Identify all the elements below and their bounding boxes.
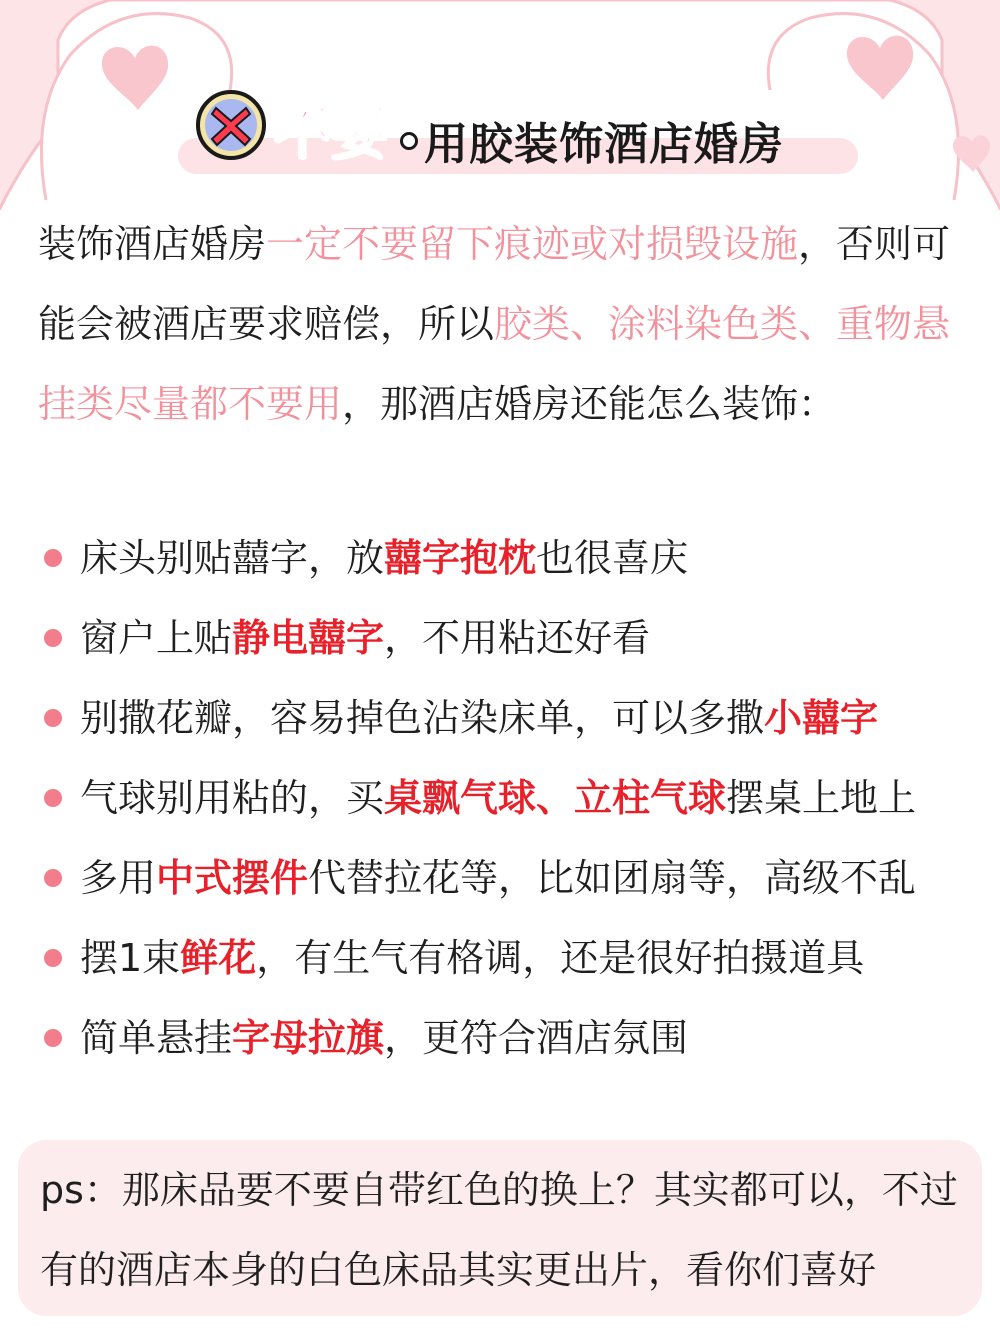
tip-item [40, 518, 980, 598]
bullet-dot-icon [44, 1029, 62, 1047]
tip-text: 代替拉花等，比如团扇等，高级不乱 [308, 856, 917, 900]
bullet-dot-icon [44, 949, 62, 967]
tips-list [40, 518, 980, 1078]
tip-highlight: 囍字抱枕 [384, 536, 537, 580]
tip-highlight: 字母拉旗 [232, 1016, 385, 1060]
bullet-dot-icon [44, 869, 62, 887]
tip-text: 床头别贴囍字，放 [80, 536, 385, 580]
title-separator-dot [400, 132, 418, 150]
intro-emphasis: 一定不要留下痕迹或对损毁设施 [266, 222, 799, 266]
intro-emphasis: 胶类、涂料染色类、重物悬挂类尽量都不要用 [38, 302, 951, 426]
page-title: 用胶装饰酒店婚房 [424, 119, 784, 170]
tip-text: 摆桌上地上 [726, 776, 917, 820]
bullet-dot-icon [44, 709, 62, 727]
tip-highlight: 小囍字 [764, 696, 879, 740]
intro-text: 装饰酒店婚房 [38, 222, 267, 266]
tip-item [40, 998, 980, 1078]
tip-item [40, 918, 980, 998]
intro-text: ，否则可能会被酒店要求赔偿，所以 [38, 222, 951, 346]
tip-text: 气球别用粘的，买 [80, 776, 385, 820]
tip-highlight: 桌飘气球、立柱气球 [384, 776, 727, 820]
tip-text: 摆1束 [80, 936, 181, 980]
intro-text: ，那酒店婚房还能怎么装饰： [342, 382, 837, 426]
tip-text: 多用 [80, 856, 157, 900]
tip-item [40, 838, 980, 918]
intro-paragraph [38, 204, 973, 444]
tip-text: 简单悬挂 [80, 1016, 233, 1060]
bullet-dot-icon [44, 549, 62, 567]
tip-text: 别撒花瓣，容易掉色沾染床单，可以多撒 [80, 696, 765, 740]
tip-text: 窗户上贴 [80, 616, 233, 660]
tip-text: ，有生气有格调，还是很好拍摄道具 [256, 936, 865, 980]
tip-text: 也很喜庆 [536, 536, 689, 580]
title-negation: 不要 [274, 102, 388, 167]
bullet-dot-icon [44, 789, 62, 807]
ps-note-panel [18, 1140, 982, 1316]
tip-highlight: 中式摆件 [156, 856, 309, 900]
title-banner [178, 78, 858, 188]
tip-item [40, 598, 980, 678]
bullet-dot-icon [44, 629, 62, 647]
tip-highlight: 鲜花 [180, 936, 257, 980]
tip-item [40, 758, 980, 838]
cross-mark-icon [194, 88, 268, 162]
tip-highlight: 静电囍字 [232, 616, 385, 660]
tip-text: ，更符合酒店氛围 [384, 1016, 689, 1060]
tip-text: ，不用粘还好看 [384, 616, 651, 660]
ps-note-text: ps：那床品要不要自带红色的换上？其实都可以，不过有的酒店本身的白色床品其实更出片，看你们喜好 [40, 1168, 958, 1292]
tip-item [40, 678, 980, 758]
